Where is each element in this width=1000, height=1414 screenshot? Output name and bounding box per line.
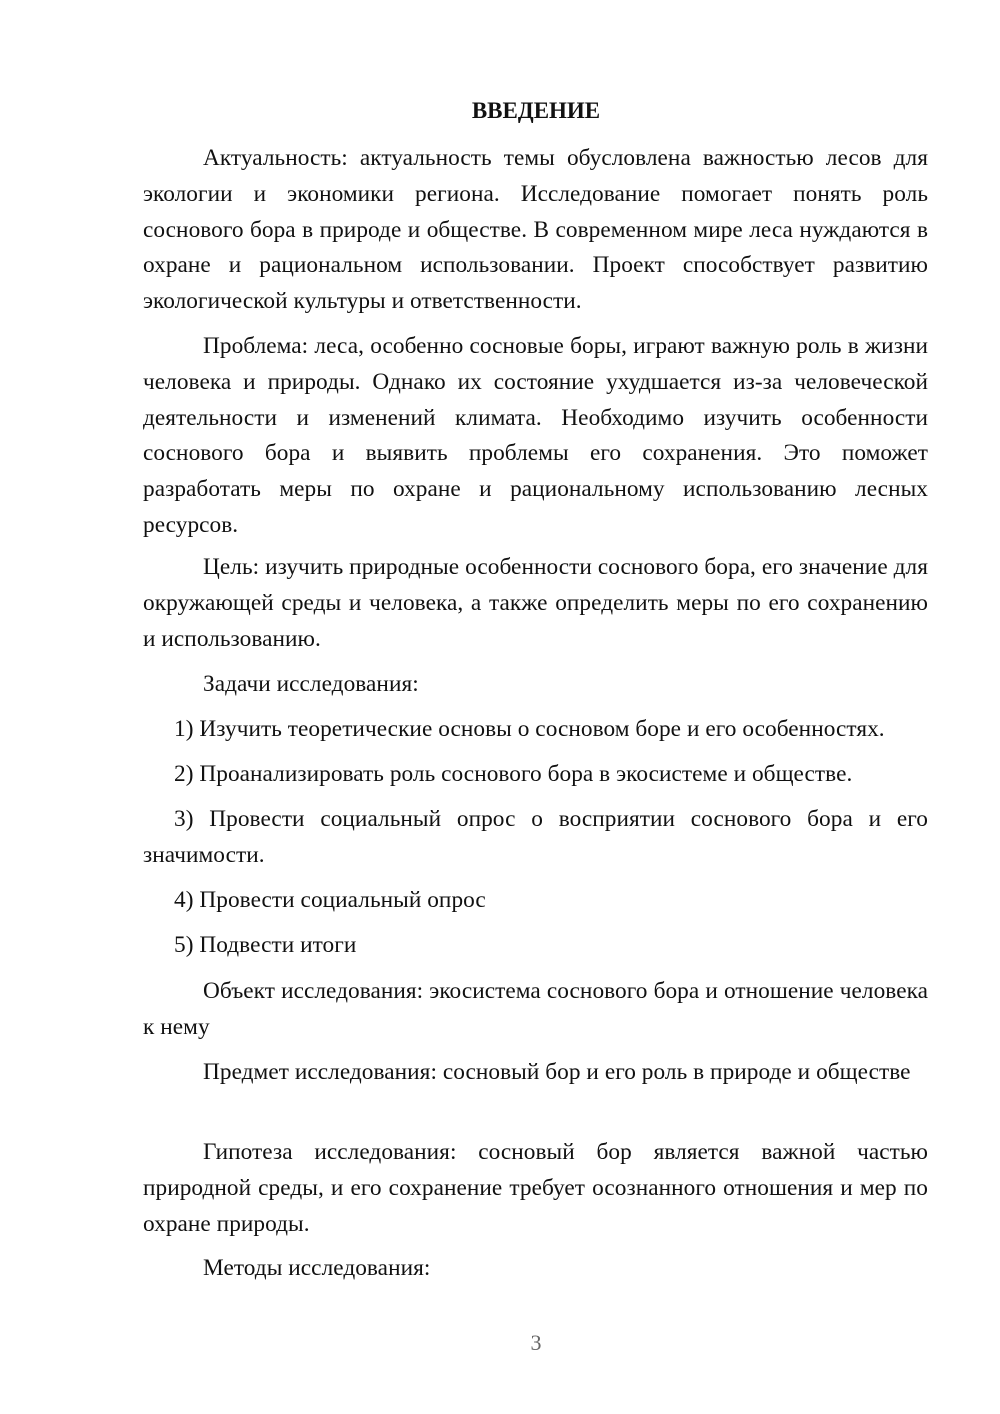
paragraph-object: Объект исследования: экосистема соснового бора и отношение человека к нему — [143, 978, 928, 1040]
task-item-2: 2) Проанализировать роль соснового бора в экосистеме и обществе. — [174, 761, 853, 787]
paragraph-relevance: Актуальность: актуальность темы обусловлена важностью лесов для экологии и экономики региона. Исследование помогает понять роль соснового бора в природе и обществе. В современном мире леса нуждаются в охране и рациональном использовании. Проект способствует развитию экологической культуры и ответственности. — [143, 145, 928, 315]
paragraph-methods: Методы исследования: — [203, 1255, 431, 1281]
page-title: ВВЕДЕНИЕ — [471, 98, 601, 123]
task-item-1: 1) Изучить теоретические основы о сосновом боре и его особенностях. — [174, 716, 885, 742]
task-item-5: 5) Подвести итоги — [174, 932, 357, 958]
page-number: 3 — [530, 1330, 542, 1355]
task-item-3: 3) Провести социальный опрос о восприятии соснового бора и его значимости. — [143, 806, 928, 868]
paragraph-problem: Проблема: леса, особенно сосновые боры, играют важную роль в жизни человека и природы. Однако их состояние ухудшается из-за человеческой деятельности и изменений климата. Необходимо изучить особенности соснового бора и выявить проблемы его сохранения. Это поможет разработать меры по охране и рациональному использованию лесных ресурсов. — [143, 333, 928, 538]
paragraph-subject: Предмет исследования: сосновый бор и его роль в природе и обществе — [203, 1059, 911, 1085]
paragraph-tasks-heading: Задачи исследования: — [203, 671, 419, 697]
paragraph-hypothesis: Гипотеза исследования: сосновый бор является важной частью природной среды, и его сохранение требует осознанного отношения и мер по охране природы. — [143, 1139, 928, 1237]
task-item-4: 4) Провести социальный опрос — [174, 887, 486, 913]
paragraph-goal: Цель: изучить природные особенности соснового бора, его значение для окружающей среды и человека, а также определить меры по его сохранению и использованию. — [143, 554, 928, 652]
